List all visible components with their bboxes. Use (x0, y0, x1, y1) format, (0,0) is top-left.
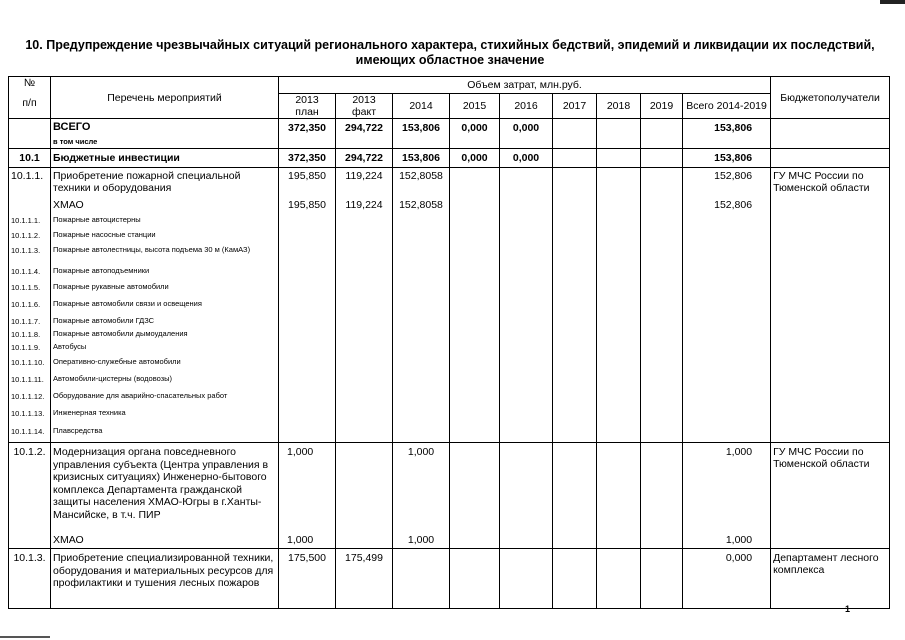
item-buses: Автобусы (53, 342, 87, 351)
code-10-1-1-9: 10.1.1.9. (11, 343, 41, 352)
page-title-line-2: имеющих областное значение (355, 53, 545, 67)
value-sub-2014: 152,8058 (399, 199, 443, 211)
cell-2014 (393, 443, 450, 549)
cell-code (9, 119, 51, 149)
cell-2016: 0,000 (500, 119, 553, 149)
cell-2013-fact (336, 168, 393, 443)
cell-recipient (771, 119, 890, 149)
code-10-1-1-1: 10.1.1.1. (11, 216, 41, 225)
code-10-1-1-7: 10.1.1.7. (11, 317, 41, 326)
header-2016: 2016 (500, 94, 553, 119)
cell-2017 (553, 549, 597, 609)
code-10-1-1: 10.1.1. (11, 170, 44, 182)
cell-2017 (553, 149, 597, 168)
total-sub-label: в том числе (53, 137, 98, 146)
item-10-1-2-name: Модернизация органа повседневного управления субъекта (Центра управления в кризисных ситуациях) Инженерно-бытового комплекса Департамента гражданской защиты населения ХМАО-Югры в г.Ханты-Мансийске, в т.ч. ПИР (53, 446, 269, 521)
item-fire-gdzs-vehicles: Пожарные автомобили ГДЗС (53, 316, 155, 325)
value-sub-2014: 1,000 (407, 534, 435, 546)
item-service-vehicles: Оперативно-служебные автомобили (53, 357, 181, 366)
cell-2016: 0,000 (500, 149, 553, 168)
cell-2018 (597, 549, 641, 609)
value-total: 1,000 (725, 446, 753, 458)
cell-2013-fact: 175,499 (336, 549, 393, 609)
table-row-10-1 (9, 149, 890, 168)
cell-2013-plan: 175,500 (279, 549, 336, 609)
cell-name (51, 443, 279, 549)
code-10-1-1-5: 10.1.1.5. (11, 283, 41, 292)
page-title-line-1: 10. Предупреждение чрезвычайных ситуаций регионального характера, стихийных бедствий, эпидемий и ликвидации их последствий, (25, 38, 875, 52)
cell-total (683, 443, 771, 549)
item-fire-smoke-vehicles: Пожарные автомобили дымоудаления (53, 329, 188, 338)
header-2013-plan-year: 2013 (295, 94, 319, 106)
item-rescue-equipment: Оборудование для аварийно-спасательных работ (53, 391, 228, 400)
cell-code: 10.1.3. (9, 549, 51, 609)
header-no (9, 77, 51, 119)
value-sub-total: 152,806 (714, 199, 753, 211)
item-10-1-2-sub-name: ХМАО (53, 534, 84, 546)
cell-code: 10.1.2. (9, 443, 51, 549)
cell-2019 (641, 149, 683, 168)
header-2013-fact-year: 2013 (352, 94, 376, 106)
item-fire-hose-vehicles: Пожарные рукавные автомобили (53, 282, 169, 291)
page-number: 1 (845, 604, 851, 614)
code-10-1-1-3: 10.1.1.3. (11, 246, 41, 255)
item-fire-ladders: Пожарные автолестницы, высота подъема 30 м (КамАЗ) (53, 245, 251, 254)
cell-total: 153,806 (683, 149, 771, 168)
header-2014: 2014 (393, 94, 450, 119)
cell-2014: 153,806 (393, 119, 450, 149)
code-10-1-1-13: 10.1.1.13. (11, 409, 45, 418)
item-fire-comm-vehicles: Пожарные автомобили связи и освещения (53, 299, 202, 308)
cell-2013-fact: 294,722 (336, 149, 393, 168)
cell-2015: 0,000 (450, 149, 500, 168)
header-no-top: № (23, 77, 36, 89)
code-10-1-1-4: 10.1.1.4. (11, 267, 41, 276)
header-2019: 2019 (641, 94, 683, 119)
cell-2019 (641, 119, 683, 149)
cell-recipient: ГУ МЧС России по Тюменской области (771, 168, 890, 443)
cell-2013-plan: 372,350 (279, 149, 336, 168)
item-fire-tankers: Пожарные автоцистерны (53, 215, 141, 224)
value-sub-fact: 119,224 (345, 199, 383, 211)
value-sub-plan: 195,850 (288, 199, 326, 211)
table-row-10-1-2 (9, 443, 890, 549)
cell-recipient: ГУ МЧС России по Тюменской области (771, 443, 890, 549)
header-volume: Объем затрат, млн.руб. (279, 77, 771, 94)
header-2018: 2018 (597, 94, 641, 119)
value-plan: 195,850 (288, 170, 326, 182)
cell-2014: 153,806 (393, 149, 450, 168)
cell-2019 (641, 443, 683, 549)
value-sub-total: 1,000 (725, 534, 753, 546)
item-engineering-equipment: Инженерная техника (53, 408, 126, 417)
table-header (9, 77, 890, 119)
value-sub-plan: 1,000 (287, 534, 314, 546)
table-row-10-1-1 (9, 168, 890, 443)
cell-total: 153,806 (683, 119, 771, 149)
cell-name: Приобретение специализированной техники, оборудования и материальных ресурсов для профилактики и тушения лесных пожаров (51, 549, 279, 609)
value-total: 152,806 (714, 170, 753, 182)
cell-2014 (393, 549, 450, 609)
cell-2018 (597, 168, 641, 443)
cell-2016 (500, 443, 553, 549)
header-2013-plan-label: план (295, 106, 319, 118)
cell-name: Бюджетные инвестиции (51, 149, 279, 168)
cell-code (9, 168, 51, 443)
code-10-1-1-12: 10.1.1.12. (11, 392, 45, 401)
cell-2018 (597, 119, 641, 149)
scan-bottom-mark (0, 636, 50, 638)
code-10-1-1-10: 10.1.1.10. (11, 358, 45, 367)
item-10-1-1-sub-name: ХМАО (53, 199, 84, 211)
cell-2013-fact: 294,722 (336, 119, 393, 149)
header-2013-fact (336, 94, 393, 119)
header-total: Всего 2014-2019 (683, 94, 771, 119)
value-fact: 119,224 (345, 170, 383, 182)
cell-2013-fact (336, 443, 393, 549)
cell-2019 (641, 168, 683, 443)
cell-code: 10.1 (9, 149, 51, 168)
budget-table (8, 76, 890, 609)
code-10-1-1-2: 10.1.1.2. (11, 231, 41, 240)
cell-2017 (553, 443, 597, 549)
header-2013-plan (279, 94, 336, 119)
cell-2016 (500, 168, 553, 443)
header-activities: Перечень мероприятий (51, 77, 279, 119)
header-no-bottom: п/п (22, 97, 37, 109)
cell-2013-plan (279, 168, 336, 443)
code-10-1-1-8: 10.1.1.8. (11, 330, 41, 339)
code-10-1-1-6: 10.1.1.6. (11, 300, 41, 309)
cell-2015 (450, 168, 500, 443)
cell-2018 (597, 443, 641, 549)
value-2014: 152,8058 (399, 170, 443, 182)
cell-2016 (500, 549, 553, 609)
item-water-tankers: Автомобили-цистерны (водовозы) (53, 374, 173, 383)
cell-2013-plan (279, 443, 336, 549)
cell-name (51, 168, 279, 443)
cell-2017 (553, 168, 597, 443)
scan-corner-mark (880, 0, 905, 4)
total-label: ВСЕГО (53, 121, 91, 133)
cell-2015: 0,000 (450, 119, 500, 149)
cell-recipient: Департамент лесного комплекса (771, 549, 890, 609)
cell-2019 (641, 549, 683, 609)
cell-recipient (771, 149, 890, 168)
cell-2015 (450, 443, 500, 549)
cell-2017 (553, 119, 597, 149)
header-2017: 2017 (553, 94, 597, 119)
item-10-1-1-name: Приобретение пожарной специальной техники и оборудования (53, 170, 241, 194)
cell-2014 (393, 168, 450, 443)
item-fire-lifts: Пожарные автоподъемники (53, 266, 150, 275)
header-2013-fact-label: факт (352, 106, 376, 118)
header-2015: 2015 (450, 94, 500, 119)
cell-total: 0,000 (683, 549, 771, 609)
page-title (10, 38, 890, 68)
cell-total (683, 168, 771, 443)
item-watercraft: Плавсредства (53, 426, 103, 435)
header-recipients: Бюджетополучатели (771, 77, 890, 119)
table-row-total (9, 119, 890, 149)
cell-2018 (597, 149, 641, 168)
cell-name (51, 119, 279, 149)
value-2014: 1,000 (407, 446, 435, 458)
code-10-1-1-11: 10.1.1.11. (11, 375, 44, 384)
item-fire-pump-stations: Пожарные насосные станции (53, 230, 156, 239)
cell-2013-plan: 372,350 (279, 119, 336, 149)
table-row-10-1-3 (9, 549, 890, 609)
cell-2015 (450, 549, 500, 609)
value-plan: 1,000 (287, 446, 314, 458)
code-10-1-1-14: 10.1.1.14. (11, 427, 45, 436)
